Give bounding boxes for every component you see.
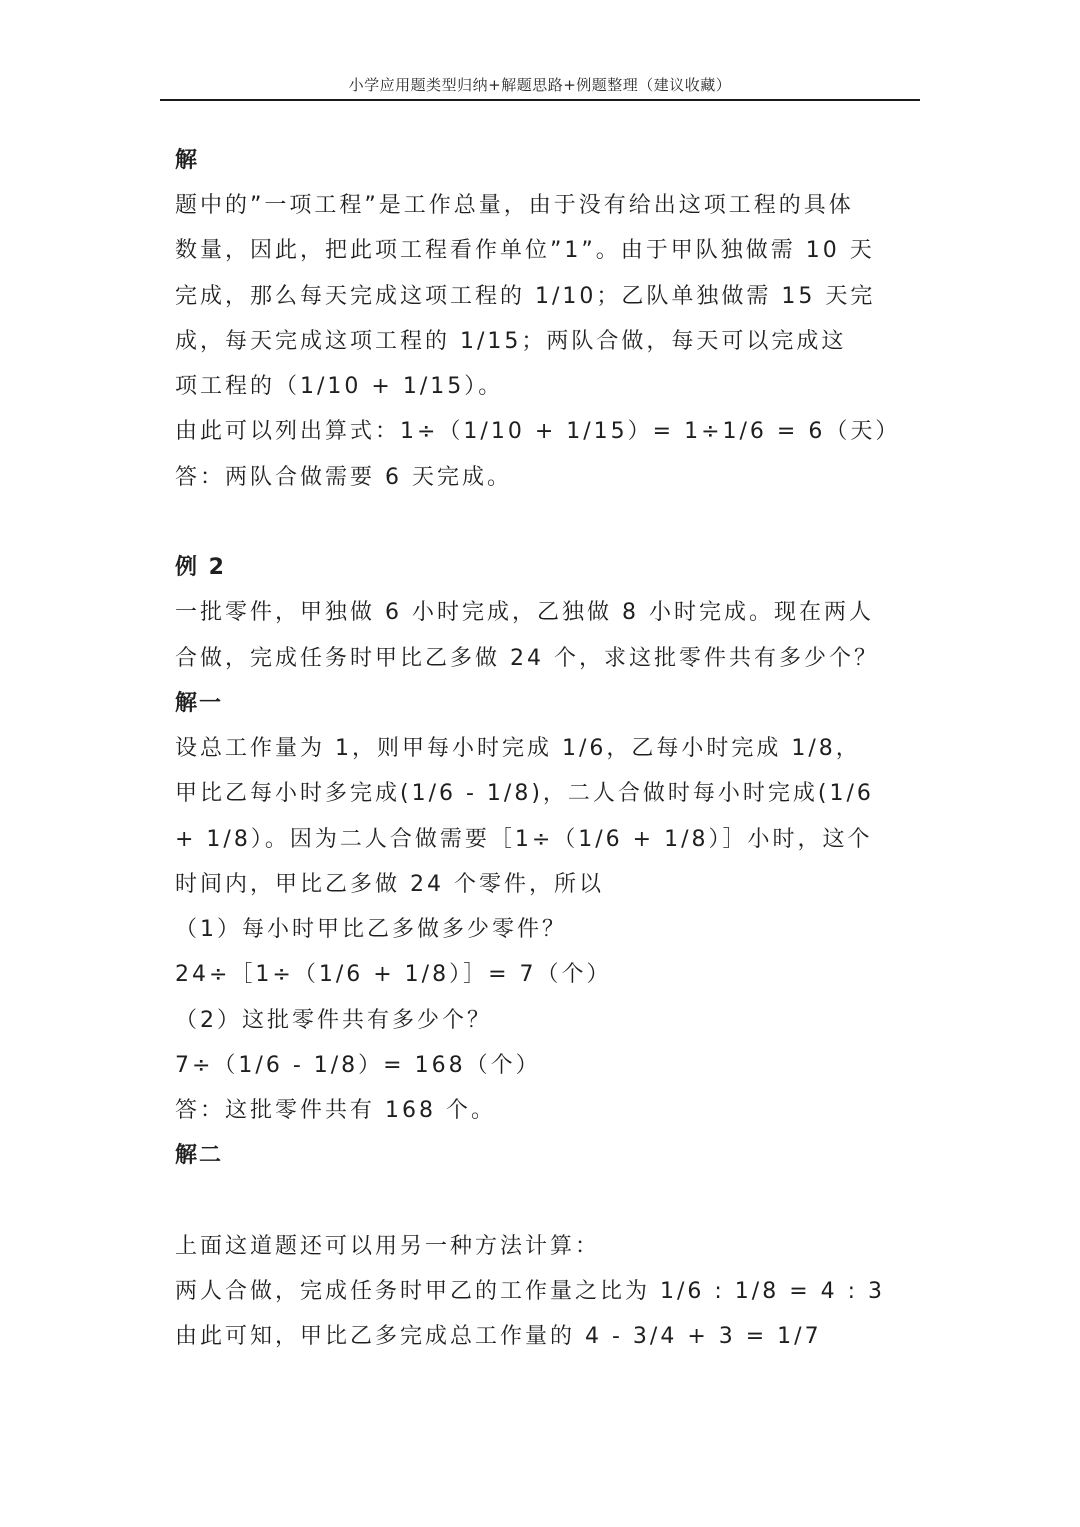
text-line: 题中的”一项工程”是工作总量，由于没有给出这项工程的具体 [175, 193, 854, 218]
sub-question-line: （1）每小时甲比乙多做多少零件？ [175, 917, 567, 942]
text-line: 上面这道题还可以用另一种方法计算： [175, 1234, 601, 1259]
section-heading-solution-1: 解一 [175, 691, 224, 716]
answer-line: 答：两队合做需要 6 天完成。 [175, 465, 512, 490]
text-line: 设总工作量为 1，则甲每小时完成 1/6，乙每小时完成 1/8， [175, 736, 861, 761]
formula-line: 由此可以列出算式：1÷（1/10 + 1/15）= 1÷1/6 = 6（天） [175, 419, 901, 444]
text-line: 两人合做，完成任务时甲乙的工作量之比为 1/6 : 1/8 = 4 : 3 [175, 1279, 886, 1304]
text-line: 时间内，甲比乙多做 24 个零件，所以 [175, 872, 604, 897]
text-line: 一批零件，甲独做 6 小时完成，乙独做 8 小时完成。现在两人 [175, 600, 874, 625]
page-header-title: 小学应用题类型归纳+解题思路+例题整理（建议收藏） [348, 76, 732, 94]
text-line: 数量，因此，把此项工程看作单位”1”。由于甲队独做需 10 天 [175, 238, 875, 263]
text-line: 项工程的（1/10 + 1/15）。 [175, 374, 504, 399]
text-line: 由此可知，甲比乙多完成总工作量的 4 - 3/4 + 3 = 1/7 [175, 1324, 822, 1349]
section-heading-example-2: 例 2 [175, 555, 226, 580]
text-line: 甲比乙每小时多完成(1/6 - 1/8)，二人合做时每小时完成(1/6 [175, 781, 874, 806]
section-heading-solution-2: 解二 [175, 1143, 224, 1168]
text-line: 成，每天完成这项工程的 1/15；两队合做，每天可以完成这 [175, 329, 847, 354]
text-line: 完成，那么每天完成这项工程的 1/10；乙队单独做需 15 天完 [175, 284, 876, 309]
header-divider [160, 99, 920, 101]
answer-line: 答：这批零件共有 168 个。 [175, 1098, 496, 1123]
section-heading-solution: 解 [175, 148, 200, 173]
sub-question-line: （2）这批零件共有多少个？ [175, 1008, 492, 1033]
formula-line: 7÷（1/6 - 1/8）= 168（个） [175, 1053, 541, 1078]
text-line: + 1/8）。因为二人合做需要［1÷（1/6 + 1/8）］小时，这个 [175, 827, 873, 852]
text-line: 合做，完成任务时甲比乙多做 24 个，求这批零件共有多少个？ [175, 646, 879, 671]
formula-line: 24÷［1÷（1/6 + 1/8）］= 7（个） [175, 962, 612, 987]
